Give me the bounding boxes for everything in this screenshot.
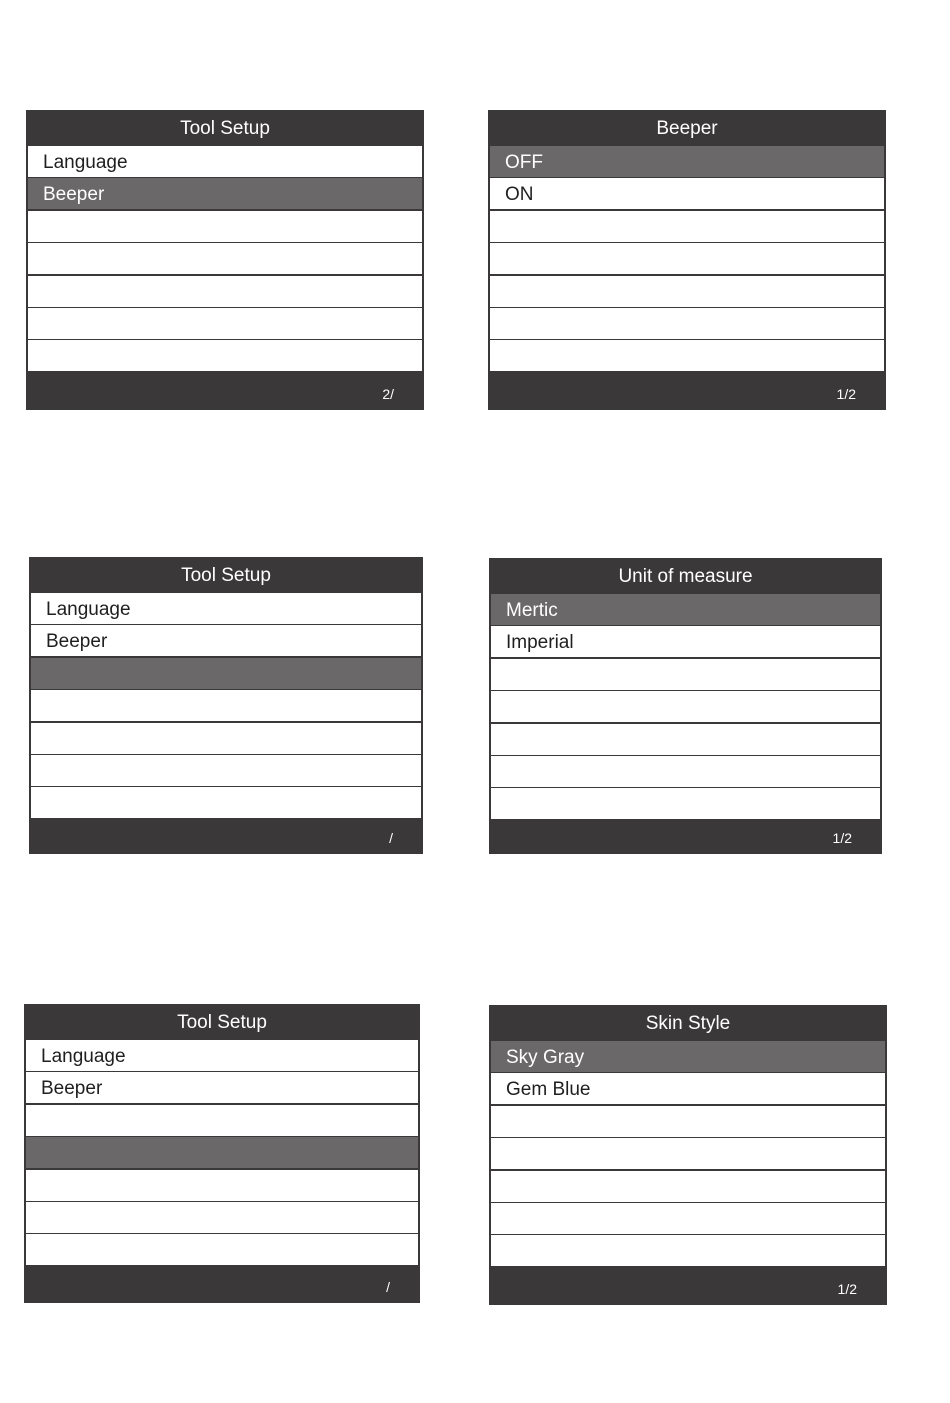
menu-item[interactable] (491, 1203, 885, 1234)
menu-item[interactable]: Beeper (31, 625, 421, 656)
menu-item-selected[interactable]: Sky Gray (491, 1041, 885, 1072)
menu-list (26, 1040, 418, 1265)
page-indicator: 2/ (382, 386, 394, 402)
page-indicator: 1/2 (837, 1281, 857, 1297)
menu-item[interactable]: Gem Blue (491, 1073, 885, 1104)
screen-title: Tool Setup (177, 1012, 267, 1033)
screen-title: Unit of measure (618, 566, 753, 587)
menu-list (490, 146, 884, 371)
menu-item-selected[interactable] (26, 1137, 418, 1168)
screen-skin-style (489, 1005, 887, 1305)
menu-item[interactable] (28, 243, 422, 274)
menu-item[interactable] (490, 340, 884, 371)
menu-item[interactable] (491, 659, 880, 690)
menu-item[interactable] (491, 1106, 885, 1137)
page-indicator: 1/2 (832, 830, 852, 846)
screen-tool-setup-1 (26, 110, 424, 410)
menu-item[interactable] (490, 243, 884, 274)
menu-list (491, 594, 880, 819)
page-indicator: / (389, 830, 393, 846)
screen-title: Skin Style (645, 1013, 731, 1034)
menu-item[interactable] (491, 691, 880, 722)
menu-item[interactable] (490, 211, 884, 242)
menu-item[interactable] (26, 1105, 418, 1136)
menu-list (31, 593, 421, 818)
menu-item-selected[interactable] (31, 658, 421, 689)
menu-item[interactable] (28, 211, 422, 242)
screen-title: Tool Setup (180, 118, 270, 139)
screen-title: Beeper (656, 118, 718, 139)
menu-item[interactable] (491, 788, 880, 819)
menu-item[interactable] (491, 724, 880, 755)
menu-item[interactable] (26, 1234, 418, 1265)
menu-item[interactable]: Beeper (26, 1072, 418, 1103)
menu-item[interactable] (490, 308, 884, 339)
menu-item[interactable] (31, 787, 421, 818)
menu-item[interactable]: Imperial (491, 626, 880, 657)
menu-item[interactable] (26, 1170, 418, 1201)
screen-title: Tool Setup (181, 565, 271, 586)
menu-item[interactable]: ON (490, 178, 884, 209)
screen-beeper (488, 110, 886, 410)
menu-item-selected[interactable]: Mertic (491, 594, 880, 625)
menu-list (28, 146, 422, 371)
menu-item[interactable] (491, 1138, 885, 1169)
screen-tool-setup-2 (29, 557, 423, 854)
menu-list (491, 1041, 885, 1266)
menu-item[interactable] (28, 340, 422, 371)
menu-item[interactable] (26, 1202, 418, 1233)
menu-item[interactable]: Language (26, 1040, 418, 1071)
page-indicator: 1/2 (836, 386, 856, 402)
menu-item[interactable] (28, 276, 422, 307)
menu-item-selected[interactable]: Beeper (28, 178, 422, 209)
menu-item[interactable]: Language (28, 146, 422, 177)
menu-item[interactable]: Language (31, 593, 421, 624)
menu-item[interactable] (490, 276, 884, 307)
menu-item[interactable] (31, 755, 421, 786)
menu-item[interactable] (31, 690, 421, 721)
menu-item[interactable] (28, 308, 422, 339)
screen-tool-setup-3 (24, 1004, 420, 1303)
screen-unit-of-measure (489, 558, 882, 854)
menu-item[interactable] (491, 1235, 885, 1266)
menu-item[interactable] (31, 723, 421, 754)
menu-item[interactable] (491, 756, 880, 787)
menu-item[interactable] (491, 1171, 885, 1202)
page-indicator: / (386, 1279, 390, 1295)
menu-item-selected[interactable]: OFF (490, 146, 884, 177)
